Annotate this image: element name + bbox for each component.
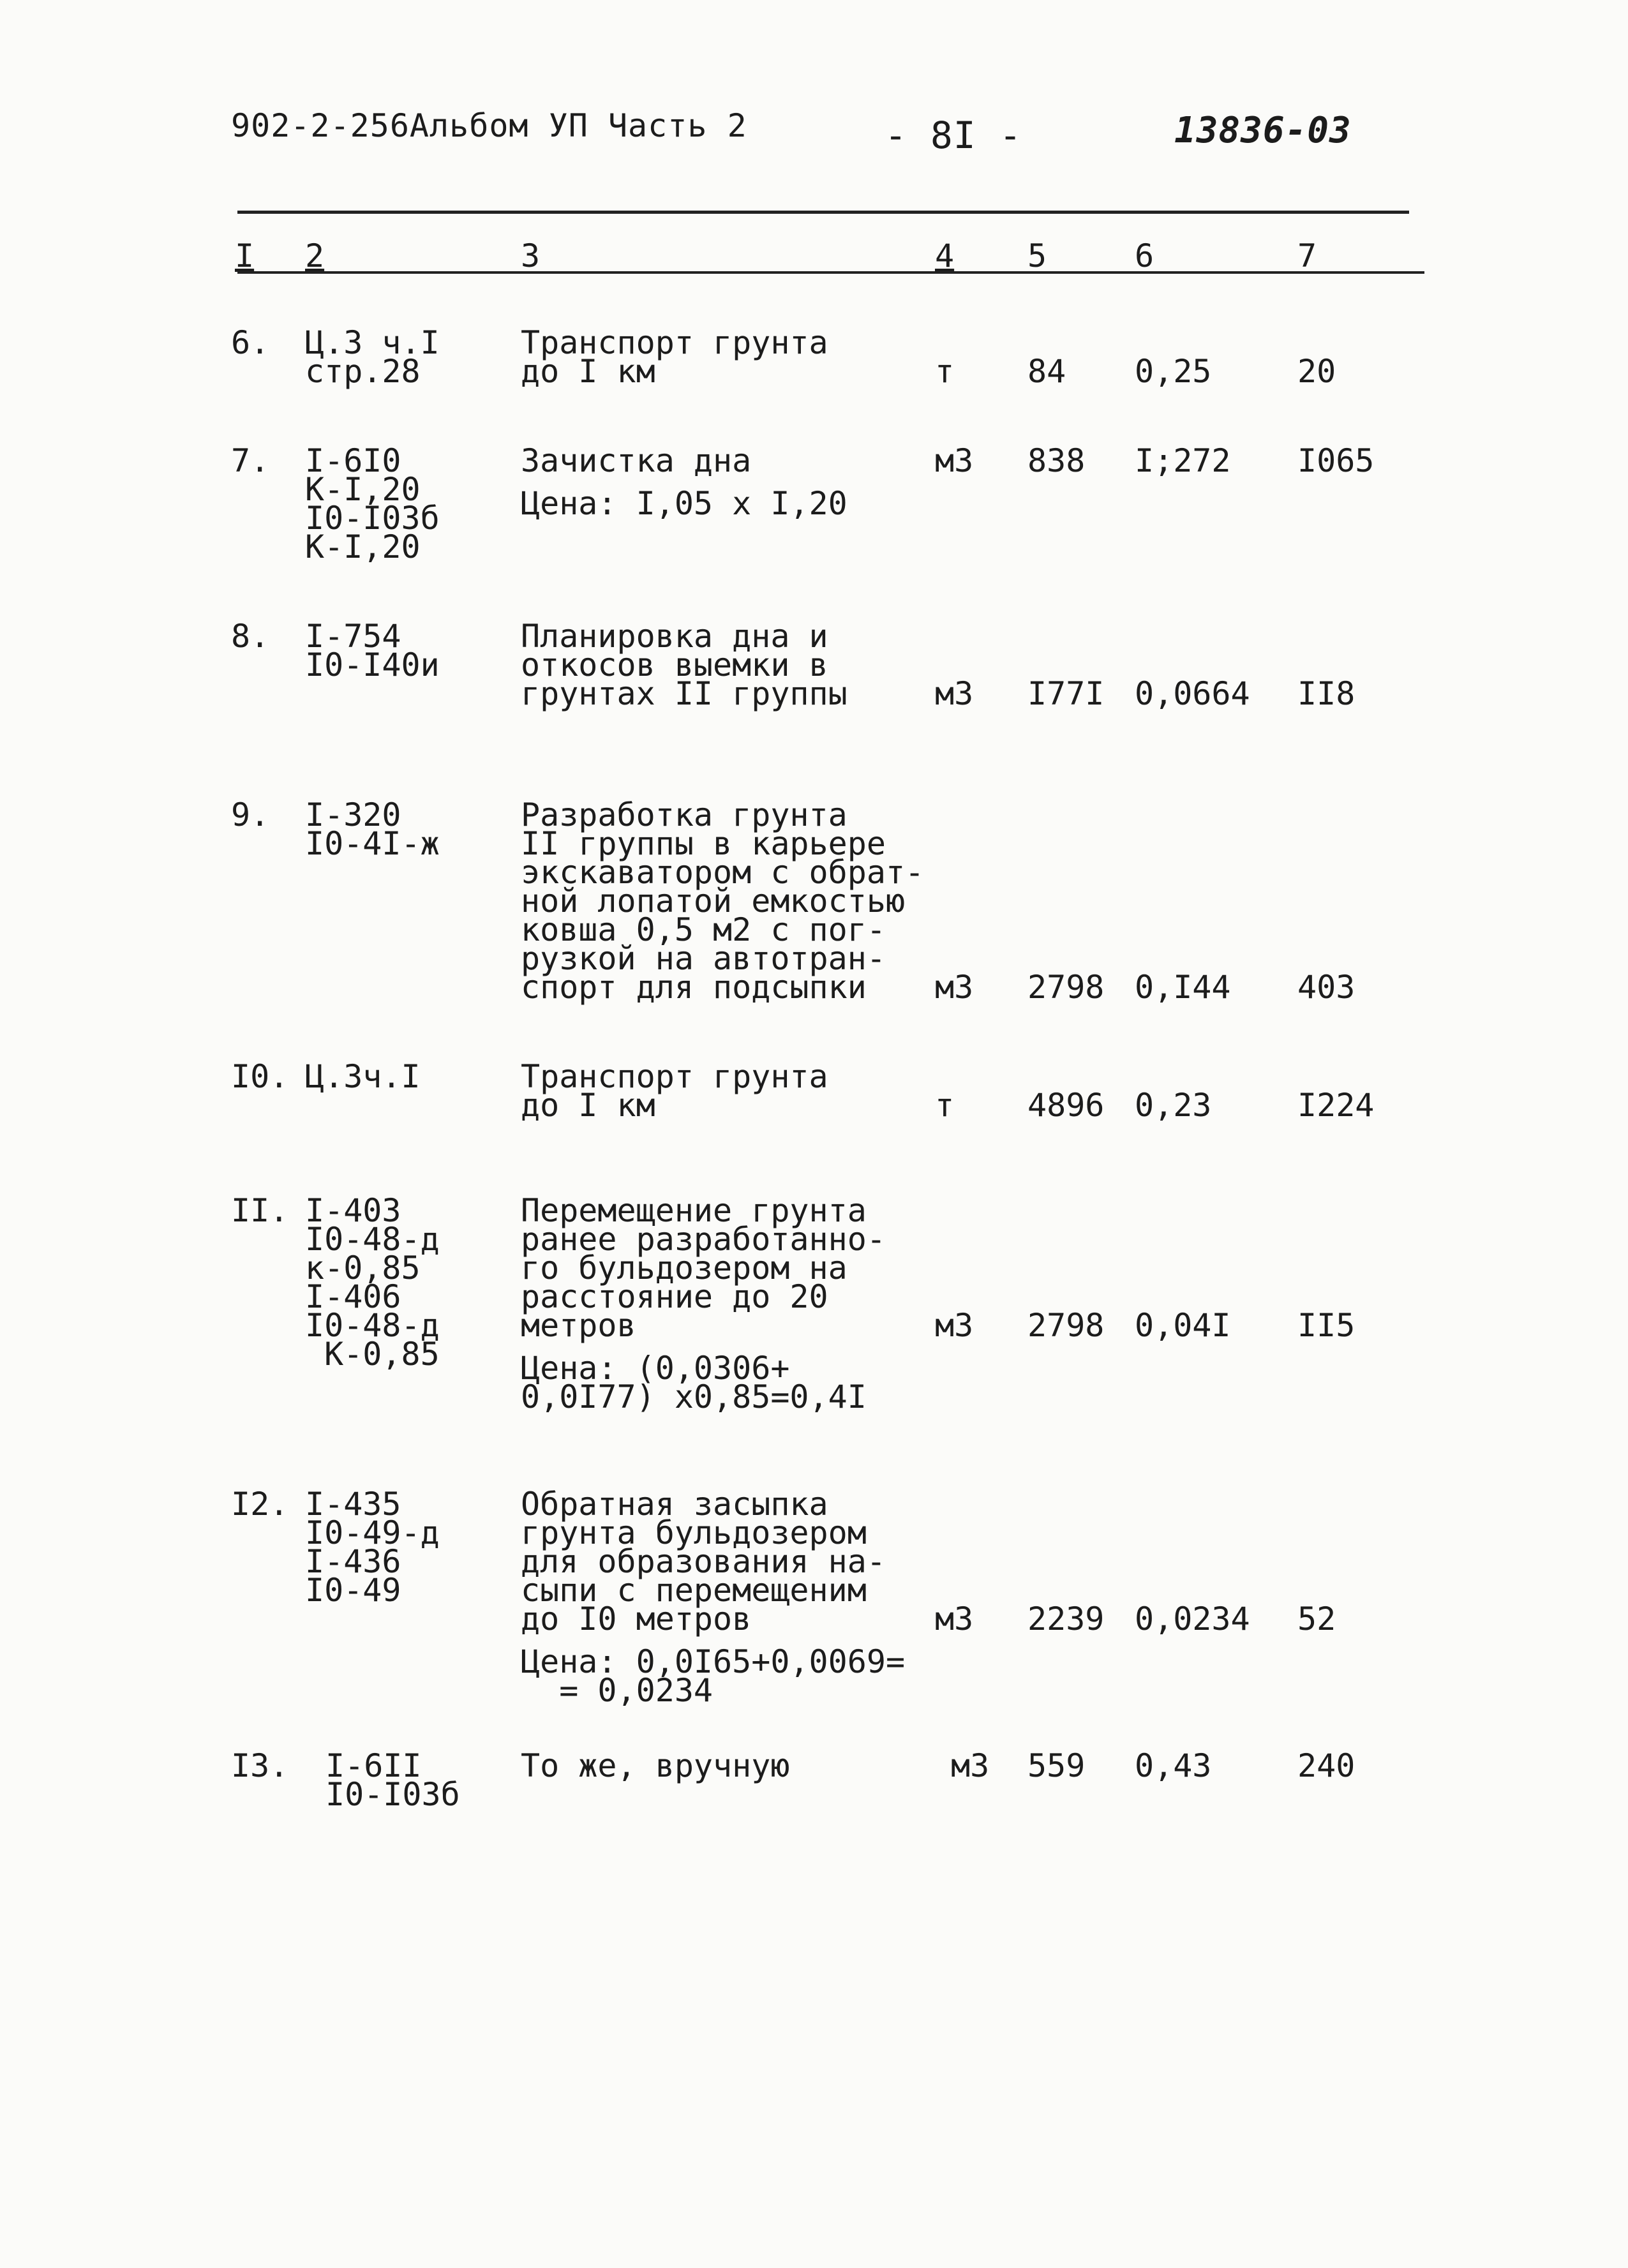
row-number: I0. (231, 1058, 289, 1095)
row-number: II. (231, 1192, 289, 1229)
quantity: 2798 (1027, 969, 1105, 1006)
work-description (521, 1058, 828, 1124)
norm-reference: I-6I0 К-I,20 I0-I03б К-I,20 (305, 442, 440, 565)
norm-reference: I-435 I0-49-д I-436 I0-49 (305, 1486, 440, 1609)
work-description (521, 1192, 886, 1415)
work-description (521, 324, 828, 390)
document-code: 13836-03 (1174, 110, 1352, 151)
column-number-4: 4 (935, 237, 955, 274)
unit: м3 (935, 675, 974, 712)
work-description-text: Разработка грунта II группы в карьере экскаватором с обрат- ной лопатой емкостью ковша 0,5 м2 с пог- рузкой на автотран- спорт для подсыпки (521, 796, 925, 1006)
total-cost: II5 (1297, 1307, 1355, 1344)
total-cost: I224 (1297, 1087, 1375, 1124)
quantity: 2798 (1027, 1307, 1105, 1344)
total-cost: 403 (1297, 969, 1355, 1006)
norm-reference: Ц.3 ч.I стр.28 (305, 324, 440, 390)
work-description-text: Перемещение грунта ранее разработанно- го бульдозером на расстояние до 20 метров (521, 1192, 886, 1344)
unit-price: 0,0664 (1135, 675, 1250, 712)
album-header: 902-2-256Альбом УП Часть 2 (231, 107, 747, 144)
unit-price: 0,I44 (1135, 969, 1231, 1006)
work-description (521, 618, 848, 712)
column-number-3: 3 (521, 237, 541, 274)
price-note: Цена: 0,0I65+0,0069= = 0,0234 (521, 1643, 906, 1709)
quantity: 838 (1027, 442, 1086, 479)
work-description-text: Зачистка дна (521, 442, 752, 479)
unit: м3 (935, 1307, 974, 1344)
work-description-text: Планировка дна и откосов выемки в грунтах II группы (521, 618, 848, 712)
unit: м3 (935, 1600, 974, 1638)
unit-price: 0,0234 (1135, 1600, 1250, 1638)
unit-price: 0,04I (1135, 1307, 1231, 1344)
work-description-text: То же, вручную (521, 1747, 790, 1784)
column-number-5: 5 (1027, 237, 1047, 274)
row-number: 6. (231, 324, 270, 361)
unit: т (935, 353, 955, 390)
row-number: 7. (231, 442, 270, 479)
quantity: 559 (1027, 1747, 1086, 1784)
work-description-text: Обратная засыпка грунта бульдозером для образования на- сыпи с перемещеним до I0 метров (521, 1486, 886, 1638)
work-description-text: Транспорт грунта до I км (521, 1058, 828, 1124)
norm-reference: I-320 I0-4I-ж (305, 796, 440, 862)
work-description-text: Транспорт грунта до I км (521, 324, 828, 390)
total-cost: 240 (1297, 1747, 1355, 1784)
norm-reference: I-754 I0-I40и (305, 618, 440, 683)
quantity: 4896 (1027, 1087, 1105, 1124)
work-description (521, 796, 925, 1006)
work-description (521, 1486, 906, 1709)
norm-reference: I-6II I0-I03б (325, 1747, 460, 1813)
column-number-1: I (235, 237, 255, 274)
column-number-6: 6 (1135, 237, 1154, 274)
total-cost: I065 (1297, 442, 1375, 479)
unit-price: 0,25 (1135, 353, 1212, 390)
header-rule (237, 211, 1409, 214)
total-cost: 20 (1297, 353, 1336, 390)
unit: м3 (935, 442, 974, 479)
price-note: Цена: I,05 x I,20 (521, 485, 848, 522)
unit-price: 0,23 (1135, 1087, 1212, 1124)
row-number: 8. (231, 618, 270, 655)
row-number: 9. (231, 796, 270, 833)
page-number: - 8I - (885, 114, 1022, 157)
norm-reference: I-403 I0-48-д к-0,85 I-406 I0-48-д К-0,85 (305, 1192, 440, 1373)
total-cost: 52 (1297, 1600, 1336, 1638)
column-number-7: 7 (1297, 237, 1317, 274)
column-header-rule (237, 271, 1424, 274)
unit-price: I;272 (1135, 442, 1231, 479)
norm-reference: Ц.3ч.I (305, 1058, 421, 1095)
price-note: Цена: (0,0306+ 0,0I77) x0,85=0,4I (521, 1350, 867, 1415)
work-description (521, 1747, 790, 1784)
row-number: I2. (231, 1486, 289, 1523)
total-cost: II8 (1297, 675, 1355, 712)
column-number-2: 2 (305, 237, 325, 274)
unit: м3 (951, 1747, 990, 1784)
unit-price: 0,43 (1135, 1747, 1212, 1784)
quantity: I77I (1027, 675, 1105, 712)
unit: м3 (935, 969, 974, 1006)
row-number: I3. (231, 1747, 289, 1784)
quantity: 2239 (1027, 1600, 1105, 1638)
quantity: 84 (1027, 353, 1066, 390)
unit: т (935, 1087, 955, 1124)
work-description (521, 442, 848, 522)
